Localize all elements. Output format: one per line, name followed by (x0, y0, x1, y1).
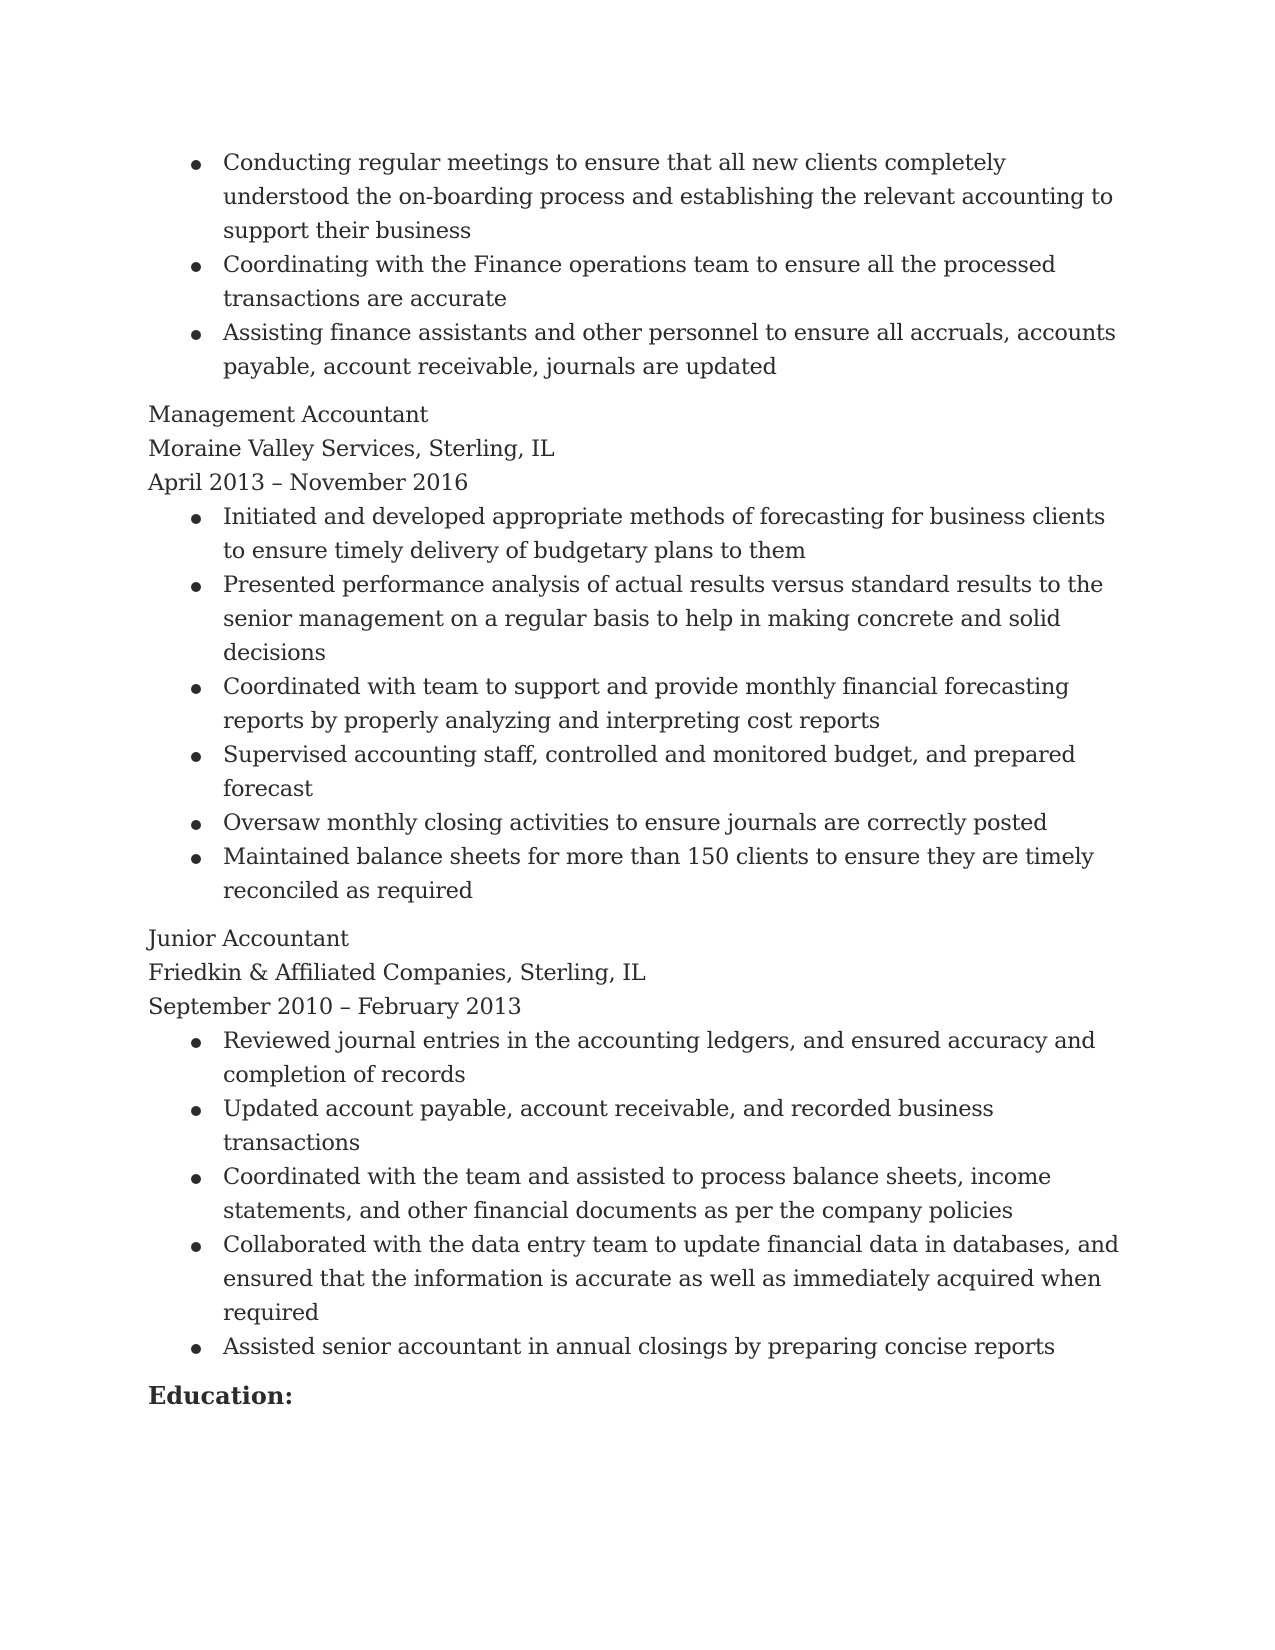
bullet-item: Conducting regular meetings to ensure that all new clients completely understood the on-boarding process and establishing the relevant accounting to support their business (148, 146, 1128, 248)
job-company: Moraine Valley Services, Sterling, IL (148, 436, 555, 462)
job-bullet-list (148, 1024, 1128, 1364)
bullet-item: Assisting finance assistants and other personnel to ensure all accruals, accounts payable, account receivable, journals are updated (148, 316, 1128, 384)
bullet-item: Coordinated with team to support and provide monthly financial forecasting reports by properly analyzing and interpreting cost reports (148, 670, 1128, 738)
bullet-item: Initiated and developed appropriate methods of forecasting for business clients to ensure timely delivery of budgetary plans to them (148, 500, 1128, 568)
bullet-item: Coordinating with the Finance operations team to ensure all the processed transactions are accurate (148, 248, 1128, 316)
bullet-item: Assisted senior accountant in annual closings by preparing concise reports (148, 1330, 1128, 1364)
bullet-item: Presented performance analysis of actual results versus standard results to the senior management on a regular basis to help in making concrete and solid decisions (148, 568, 1128, 670)
bullet-item: Reviewed journal entries in the accounting ledgers, and ensured accuracy and completion of records (148, 1024, 1128, 1092)
job-junior-accountant (148, 922, 1128, 1364)
bullet-item: Updated account payable, account receivable, and recorded business transactions (148, 1092, 1128, 1160)
bullet-item: Coordinated with the team and assisted to process balance sheets, income statements, and other financial documents as per the company policies (148, 1160, 1128, 1228)
bullet-item: Collaborated with the data entry team to update financial data in databases, and ensured that the information is accurate as well as immediately acquired when required (148, 1228, 1128, 1330)
bullet-item: Supervised accounting staff, controlled and monitored budget, and prepared forecast (148, 738, 1128, 806)
resume-content (148, 146, 1128, 1414)
intro-bullet-list (148, 146, 1128, 384)
job-dates: September 2010 – February 2013 (148, 994, 522, 1020)
job-bullet-list (148, 500, 1128, 908)
bullet-item: Oversaw monthly closing activities to ensure journals are correctly posted (148, 806, 1128, 840)
job-title: Junior Accountant (148, 926, 349, 952)
job-management-accountant (148, 398, 1128, 908)
bullet-item: Maintained balance sheets for more than 150 clients to ensure they are timely reconciled as required (148, 840, 1128, 908)
job-company: Friedkin & Affiliated Companies, Sterling, IL (148, 960, 646, 986)
job-dates: April 2013 – November 2016 (148, 470, 469, 496)
education-heading: Education: (148, 1381, 294, 1410)
job-title: Management Accountant (148, 402, 429, 428)
